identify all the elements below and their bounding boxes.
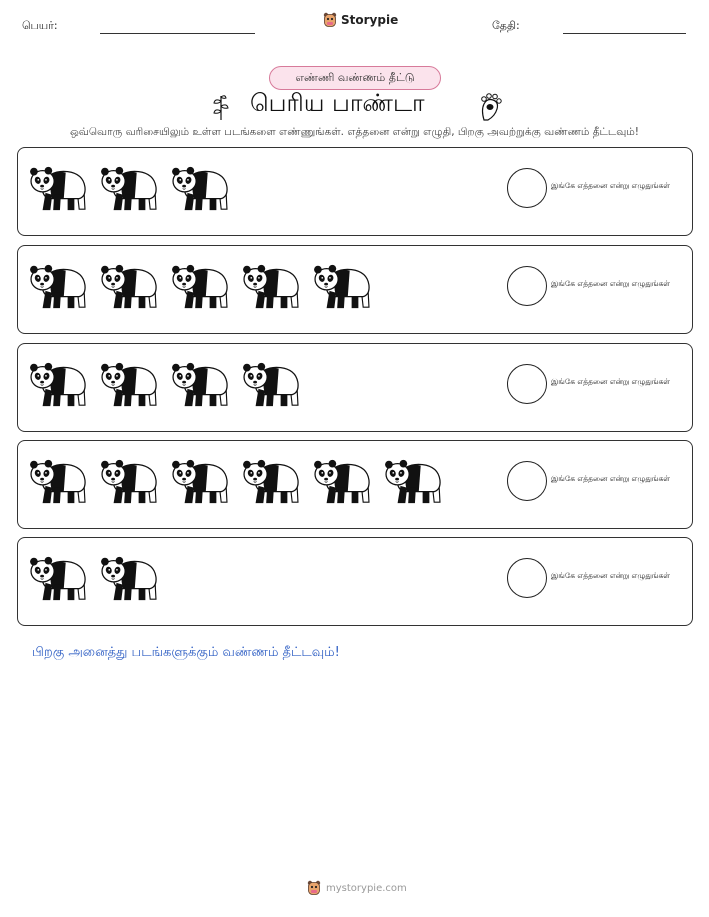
panda-icon[interactable] [100, 358, 158, 410]
panda-icon[interactable] [384, 455, 442, 507]
panda-group [29, 260, 371, 312]
worksheet-header [0, 0, 709, 50]
answer-hint: இங்கே எத்தனை என்று எழுதுங்கள் [551, 181, 671, 190]
panda-icon[interactable] [171, 455, 229, 507]
answer-hint: இங்கே எத்தனை என்று எழுதுங்கள் [551, 474, 671, 483]
storypie-logo [323, 12, 398, 28]
answer-hint: இங்கே எத்தனை என்று எழுதுங்கள் [551, 571, 671, 580]
site-footer [307, 880, 407, 896]
panda-icon[interactable] [171, 162, 229, 214]
answer-circle[interactable] [507, 364, 547, 404]
answer-hint: இங்கே எத்தனை என்று எழுதுங்கள் [551, 279, 671, 288]
panda-icon[interactable] [313, 455, 371, 507]
panda-group [29, 358, 300, 410]
panda-icon[interactable] [100, 552, 158, 604]
panda-icon[interactable] [171, 358, 229, 410]
panda-icon[interactable] [313, 260, 371, 312]
panda-icon[interactable] [100, 162, 158, 214]
date-write-line[interactable] [563, 33, 686, 34]
panda-icon[interactable] [171, 260, 229, 312]
count-row [17, 537, 693, 626]
count-row [17, 147, 693, 236]
panda-icon[interactable] [29, 552, 87, 604]
name-write-line[interactable] [100, 33, 255, 34]
count-row [17, 343, 693, 432]
panda-group [29, 455, 442, 507]
title-row [0, 89, 709, 123]
answer-circle[interactable] [507, 558, 547, 598]
panda-icon[interactable] [100, 455, 158, 507]
leaf-icon [211, 93, 231, 121]
panda-group [29, 552, 158, 604]
panda-group [29, 162, 229, 214]
page-title: பெரிய பாண்டா [250, 89, 425, 117]
site-url: mystorypie.com [326, 882, 407, 894]
panda-icon[interactable] [29, 162, 87, 214]
storypie-footer-icon [307, 880, 321, 896]
panda-icon[interactable] [242, 260, 300, 312]
activity-tag: எண்ணி வண்ணம் தீட்டு [269, 66, 441, 90]
answer-hint: இங்கே எத்தனை என்று எழுதுங்கள் [551, 377, 671, 386]
answer-circle[interactable] [507, 266, 547, 306]
panda-icon[interactable] [29, 260, 87, 312]
panda-icon[interactable] [242, 455, 300, 507]
panda-icon[interactable] [29, 455, 87, 507]
instructions: ஒவ்வொரு வரிசையிலும் உள்ள படங்களை எண்ணுங்கள். எத்தனை என்று எழுதி, பிறகு அவற்றுக்கு வண்ணம் தீட்டவும்! [70, 126, 639, 138]
storypie-logo-icon [323, 12, 337, 28]
answer-circle[interactable] [507, 461, 547, 501]
paw-icon [478, 92, 502, 122]
panda-icon[interactable] [242, 358, 300, 410]
date-label: தேதி: [492, 19, 520, 32]
count-row [17, 440, 693, 529]
footer-note: பிறகு அனைத்து படங்களுக்கும் வண்ணம் தீட்டவும்! [32, 645, 340, 660]
name-label: பெயர்: [22, 19, 58, 32]
count-row [17, 245, 693, 334]
brand-name: Storypie [341, 13, 399, 27]
answer-circle[interactable] [507, 168, 547, 208]
panda-icon[interactable] [29, 358, 87, 410]
panda-icon[interactable] [100, 260, 158, 312]
